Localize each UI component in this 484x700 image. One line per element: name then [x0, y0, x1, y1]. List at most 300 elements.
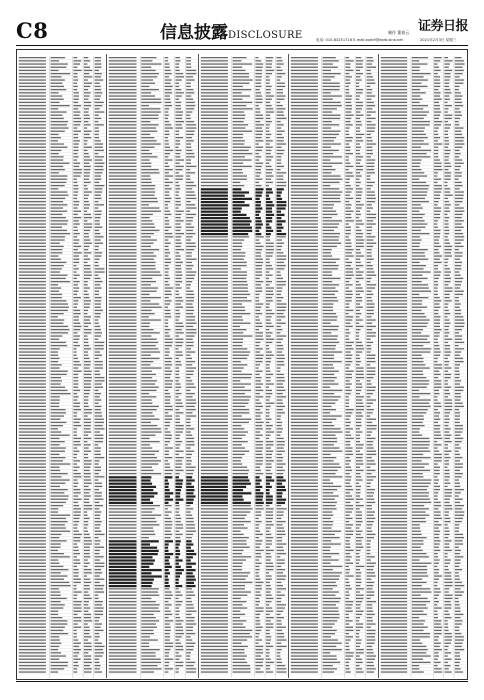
- cell-text-mark: [186, 246, 196, 247]
- cell-text-mark: [165, 639, 170, 640]
- cell-text-mark: [291, 185, 318, 186]
- cell-text-mark: [141, 617, 156, 618]
- cell-text-mark: [109, 601, 137, 602]
- cell-text-mark: [186, 396, 192, 397]
- cell-text-mark: [165, 403, 171, 404]
- cell-text-mark: [345, 473, 349, 474]
- cell-text-mark: [141, 652, 155, 653]
- cell-text-mark: [444, 156, 449, 157]
- cell-text-mark: [19, 143, 46, 144]
- cell-text-mark: [233, 259, 244, 260]
- cell-text-mark: [356, 639, 362, 640]
- cell-text-mark: [175, 275, 182, 276]
- cell-text-mark: [73, 124, 80, 125]
- cell-text-mark: [356, 479, 363, 480]
- cell-text-mark: [19, 153, 46, 154]
- cell-text-mark: [186, 230, 193, 231]
- cell-text-mark: [73, 502, 78, 503]
- cell-text-mark: [201, 188, 228, 190]
- cell-text-mark: [356, 643, 361, 644]
- cell-text-mark: [73, 207, 77, 208]
- cell-text-mark: [84, 63, 88, 64]
- cell-text-mark: [201, 108, 228, 109]
- cell-text-mark: [277, 383, 284, 384]
- cell-text-mark: [381, 207, 407, 208]
- cell-text-mark: [345, 531, 353, 532]
- cell-text-mark: [277, 137, 285, 138]
- cell-text-mark: [455, 150, 460, 151]
- cell-text-mark: [291, 563, 318, 564]
- cell-text-mark: [95, 550, 100, 551]
- cell-text-mark: [175, 249, 184, 250]
- cell-text-mark: [323, 598, 341, 599]
- cell-text-mark: [51, 553, 65, 554]
- cell-text-mark: [165, 473, 172, 474]
- cell-text-mark: [19, 438, 46, 439]
- cell-text-mark: [255, 275, 262, 276]
- cell-text-mark: [84, 319, 90, 320]
- cell-text-mark: [175, 483, 182, 485]
- cell-text-mark: [277, 342, 282, 343]
- cell-text-mark: [345, 451, 352, 452]
- cell-text-mark: [277, 601, 282, 602]
- cell-text-mark: [19, 502, 46, 503]
- cell-text-mark: [19, 636, 46, 637]
- cell-text-mark: [19, 492, 46, 493]
- cell-text-mark: [186, 415, 196, 416]
- cell-text-mark: [186, 239, 191, 240]
- cell-text-mark: [291, 643, 318, 644]
- cell-text-mark: [201, 431, 228, 432]
- listing-column: [380, 56, 466, 678]
- cell-text-mark: [345, 527, 351, 528]
- cell-text-mark: [444, 79, 449, 80]
- cell-text-mark: [201, 566, 228, 567]
- cell-text-mark: [434, 70, 441, 71]
- cell-text-mark: [323, 201, 341, 202]
- cell-text-mark: [109, 134, 137, 135]
- cell-text-mark: [277, 294, 282, 295]
- cell-text-mark: [266, 639, 271, 640]
- cell-text-mark: [345, 559, 350, 560]
- cell-text-mark: [51, 547, 61, 548]
- cell-text-mark: [84, 153, 89, 154]
- cell-text-mark: [345, 348, 353, 349]
- cell-text-mark: [323, 531, 342, 532]
- cell-text-mark: [84, 611, 89, 612]
- cell-text-mark: [277, 543, 287, 544]
- cell-text-mark: [345, 483, 350, 484]
- cell-text-mark: [51, 207, 64, 208]
- cell-text-mark: [255, 435, 262, 436]
- cell-text-mark: [233, 227, 253, 229]
- cell-text-mark: [73, 70, 81, 71]
- cell-text-mark: [345, 105, 352, 106]
- cell-text-mark: [201, 636, 228, 637]
- cell-text-mark: [367, 79, 375, 80]
- cell-text-mark: [356, 604, 361, 605]
- cell-text-mark: [186, 614, 191, 615]
- cell-text-mark: [165, 92, 173, 93]
- cell-text-mark: [73, 300, 78, 301]
- cell-text-mark: [356, 79, 362, 80]
- cell-text-mark: [367, 329, 373, 330]
- cell-text-mark: [367, 620, 373, 621]
- cell-text-mark: [175, 579, 178, 581]
- cell-text-mark: [291, 195, 318, 196]
- cell-text-mark: [367, 281, 371, 282]
- cell-text-mark: [266, 137, 270, 138]
- cell-text-mark: [109, 527, 137, 528]
- cell-text-mark: [84, 121, 89, 122]
- cell-text-mark: [277, 95, 286, 96]
- cell-text-mark: [367, 617, 373, 618]
- cell-text-mark: [186, 639, 192, 640]
- cell-text-mark: [266, 454, 272, 455]
- cell-text-mark: [291, 201, 318, 202]
- cell-text-mark: [165, 511, 172, 512]
- cell-text-mark: [73, 422, 79, 423]
- cell-text-mark: [51, 476, 62, 477]
- cell-text-mark: [73, 521, 79, 522]
- cell-text-mark: [266, 563, 273, 564]
- cell-text-mark: [345, 611, 352, 612]
- cell-text-mark: [323, 307, 333, 308]
- cell-text-mark: [186, 540, 191, 542]
- cell-text-mark: [84, 441, 88, 442]
- cell-text-mark: [233, 665, 251, 666]
- cell-text-mark: [84, 435, 88, 436]
- cell-text-mark: [201, 444, 228, 445]
- cell-text-mark: [266, 486, 272, 488]
- cell-text-mark: [356, 473, 361, 474]
- cell-text-mark: [84, 502, 90, 503]
- cell-text-mark: [255, 627, 263, 628]
- cell-text-mark: [266, 217, 272, 219]
- cell-text-mark: [255, 639, 262, 640]
- cell-text-mark: [255, 230, 259, 232]
- cell-text-mark: [84, 99, 89, 100]
- cell-text-mark: [141, 361, 153, 362]
- cell-text-mark: [266, 364, 270, 365]
- cell-text-mark: [345, 383, 351, 384]
- cell-text-mark: [356, 278, 364, 279]
- cell-text-mark: [51, 412, 67, 413]
- cell-text-mark: [444, 92, 451, 93]
- cell-text-mark: [175, 73, 183, 74]
- cell-text-mark: [165, 361, 172, 362]
- cell-text-mark: [345, 550, 353, 551]
- cell-text-mark: [175, 412, 183, 413]
- cell-text-mark: [186, 508, 193, 509]
- cell-text-mark: [201, 262, 228, 263]
- cell-text-mark: [175, 271, 181, 272]
- cell-text-mark: [277, 473, 284, 474]
- cell-text-mark: [186, 291, 193, 292]
- cell-text-mark: [345, 134, 349, 135]
- cell-text-mark: [73, 313, 80, 314]
- cell-text-mark: [367, 131, 375, 132]
- cell-text-mark: [19, 313, 46, 314]
- cell-text-mark: [277, 265, 286, 266]
- cell-text-mark: [233, 191, 250, 193]
- cell-text-mark: [444, 191, 450, 192]
- cell-text-mark: [266, 307, 270, 308]
- cell-text-mark: [201, 428, 228, 429]
- cell-text-mark: [95, 284, 101, 285]
- cell-text-mark: [51, 367, 60, 368]
- cell-text-mark: [19, 307, 46, 308]
- cell-text-mark: [73, 166, 79, 167]
- cell-text-mark: [201, 659, 228, 660]
- cell-text-mark: [84, 649, 92, 650]
- cell-text-mark: [291, 239, 318, 240]
- cell-text-mark: [141, 390, 156, 391]
- cell-text-mark: [186, 505, 190, 506]
- cell-text-mark: [186, 473, 193, 474]
- cell-text-mark: [73, 662, 78, 663]
- cell-text-mark: [165, 527, 172, 528]
- cell-text-mark: [141, 76, 157, 77]
- cell-text-mark: [323, 649, 342, 650]
- cell-text-mark: [367, 121, 372, 122]
- cell-text-mark: [201, 374, 228, 375]
- cell-text-mark: [19, 108, 46, 109]
- cell-text-mark: [73, 275, 79, 276]
- cell-text-mark: [73, 268, 79, 269]
- cell-text-mark: [109, 444, 137, 445]
- cell-text-mark: [51, 444, 60, 445]
- cell-text-mark: [73, 566, 77, 567]
- cell-text-mark: [323, 492, 334, 493]
- cell-text-mark: [291, 287, 318, 288]
- cell-text-mark: [109, 92, 137, 93]
- cell-text-mark: [356, 99, 360, 100]
- cell-text-mark: [277, 86, 286, 87]
- cell-text-mark: [175, 473, 179, 474]
- cell-text-mark: [186, 492, 193, 494]
- cell-text-mark: [84, 271, 92, 272]
- cell-text-mark: [201, 588, 228, 589]
- cell-text-mark: [412, 73, 431, 74]
- cell-text-mark: [455, 198, 464, 199]
- cell-text-mark: [266, 57, 273, 58]
- cell-text-mark: [19, 230, 46, 231]
- cell-text-mark: [381, 70, 407, 71]
- cell-text-mark: [277, 639, 287, 640]
- cell-text-mark: [356, 515, 362, 516]
- cell-text-mark: [356, 662, 363, 663]
- cell-text-mark: [345, 111, 351, 112]
- cell-text-mark: [165, 332, 169, 333]
- cell-text-mark: [73, 550, 78, 551]
- cell-text-mark: [19, 358, 46, 359]
- cell-text-mark: [186, 233, 195, 234]
- cell-text-mark: [356, 137, 362, 138]
- cell-text-mark: [141, 243, 153, 244]
- cell-text-mark: [323, 550, 331, 551]
- cell-text-mark: [175, 630, 183, 631]
- cell-text-mark: [201, 310, 228, 311]
- cell-text-mark: [367, 140, 373, 141]
- cell-text-mark: [19, 233, 46, 234]
- cell-text-mark: [277, 371, 281, 372]
- cell-text-mark: [201, 268, 228, 269]
- cell-text-mark: [51, 374, 67, 375]
- cell-text-mark: [51, 483, 66, 484]
- cell-text-mark: [73, 486, 77, 487]
- cell-text-mark: [141, 326, 149, 327]
- cell-text-mark: [165, 246, 169, 247]
- cell-text-mark: [444, 201, 449, 202]
- cell-text-mark: [19, 268, 46, 269]
- cell-text-mark: [95, 307, 101, 308]
- cell-text-mark: [186, 406, 195, 407]
- cell-text-mark: [201, 556, 228, 557]
- cell-text-mark: [367, 476, 377, 477]
- cell-text-mark: [109, 617, 137, 618]
- cell-text-mark: [84, 76, 92, 77]
- cell-text-mark: [255, 547, 259, 548]
- cell-text-mark: [255, 659, 263, 660]
- cell-text-mark: [345, 563, 353, 564]
- cell-text-mark: [73, 473, 80, 474]
- cell-text-mark: [95, 201, 99, 202]
- cell-text-mark: [291, 550, 318, 551]
- cell-text-mark: [291, 143, 318, 144]
- cell-text-mark: [109, 211, 137, 212]
- cell-text-mark: [367, 191, 375, 192]
- cell-text-mark: [291, 316, 318, 317]
- cell-text-mark: [84, 361, 91, 362]
- cell-text-mark: [95, 547, 105, 548]
- cell-text-mark: [367, 444, 373, 445]
- cell-text-mark: [291, 108, 318, 109]
- cell-text-mark: [175, 291, 178, 292]
- cell-text-mark: [255, 454, 262, 455]
- cell-text-mark: [266, 515, 273, 516]
- cell-text-mark: [367, 147, 373, 148]
- cell-text-mark: [255, 431, 260, 432]
- cell-text-mark: [84, 479, 91, 480]
- cell-text-mark: [201, 121, 228, 122]
- cell-text-mark: [291, 409, 318, 410]
- cell-text-mark: [51, 335, 63, 336]
- cell-text-mark: [255, 499, 262, 501]
- cell-text-mark: [201, 102, 228, 103]
- cell-text-mark: [95, 425, 103, 426]
- cell-text-mark: [356, 428, 360, 429]
- cell-text-mark: [381, 156, 407, 157]
- cell-text-mark: [291, 476, 318, 477]
- cell-text-mark: [175, 313, 180, 314]
- cell-text-mark: [266, 620, 271, 621]
- cell-text-mark: [455, 108, 460, 109]
- cell-text-mark: [95, 323, 99, 324]
- cell-text-mark: [255, 355, 263, 356]
- cell-text-mark: [323, 239, 339, 240]
- cell-text-mark: [255, 303, 263, 304]
- cell-text-mark: [266, 371, 271, 372]
- cell-text-mark: [356, 281, 359, 282]
- cell-text-mark: [455, 211, 465, 212]
- cell-text-mark: [141, 396, 156, 397]
- cell-text-mark: [291, 518, 318, 519]
- cell-text-mark: [175, 92, 183, 93]
- cell-text-mark: [356, 566, 365, 567]
- cell-text-mark: [323, 76, 335, 77]
- cell-text-mark: [434, 179, 441, 180]
- cell-text-mark: [233, 649, 245, 650]
- cell-text-mark: [141, 502, 153, 504]
- cell-text-mark: [255, 60, 261, 61]
- cell-text-mark: [19, 319, 46, 320]
- cell-text-mark: [141, 294, 149, 295]
- cell-text-mark: [291, 364, 318, 365]
- cell-text-mark: [84, 643, 92, 644]
- cell-text-mark: [95, 156, 105, 157]
- cell-text-mark: [51, 243, 60, 244]
- cell-text-mark: [84, 585, 90, 586]
- cell-text-mark: [141, 620, 159, 621]
- cell-text-mark: [381, 150, 407, 151]
- cell-text-mark: [356, 217, 359, 218]
- cell-text-mark: [356, 575, 361, 576]
- cell-text-mark: [175, 95, 181, 96]
- cell-text-mark: [266, 223, 269, 225]
- cell-text-mark: [381, 188, 407, 189]
- cell-text-mark: [277, 547, 284, 548]
- cell-text-mark: [277, 438, 284, 439]
- cell-text-mark: [277, 281, 287, 282]
- cell-text-mark: [356, 307, 363, 308]
- cell-text-mark: [291, 390, 318, 391]
- cell-text-mark: [186, 607, 194, 608]
- cell-text-mark: [84, 291, 88, 292]
- cell-text-mark: [266, 367, 270, 368]
- cell-text-mark: [345, 297, 351, 298]
- cell-text-mark: [141, 355, 151, 356]
- cell-text-mark: [186, 303, 192, 304]
- cell-text-mark: [73, 105, 81, 106]
- cell-text-mark: [186, 185, 196, 186]
- cell-text-mark: [266, 489, 270, 491]
- cell-text-mark: [345, 335, 348, 336]
- cell-text-mark: [345, 195, 350, 196]
- cell-text-mark: [19, 118, 46, 119]
- cell-text-mark: [291, 358, 318, 359]
- cell-text-mark: [84, 339, 88, 340]
- cell-text-mark: [266, 383, 274, 384]
- cell-text-mark: [175, 601, 182, 602]
- cell-text-mark: [266, 422, 270, 423]
- cell-text-mark: [255, 182, 259, 183]
- cell-text-mark: [345, 627, 353, 628]
- cell-text-mark: [233, 198, 253, 200]
- cell-text-mark: [233, 457, 243, 458]
- cell-text-mark: [19, 323, 46, 324]
- cell-text-mark: [51, 121, 69, 122]
- cell-text-mark: [444, 108, 448, 109]
- cell-text-mark: [51, 419, 61, 420]
- cell-text-mark: [323, 470, 338, 471]
- cell-text-mark: [277, 156, 282, 157]
- cell-text-mark: [201, 131, 228, 132]
- cell-text-mark: [51, 585, 71, 586]
- cell-text-mark: [141, 307, 162, 308]
- cell-text-mark: [266, 227, 272, 229]
- cell-text-mark: [277, 89, 283, 90]
